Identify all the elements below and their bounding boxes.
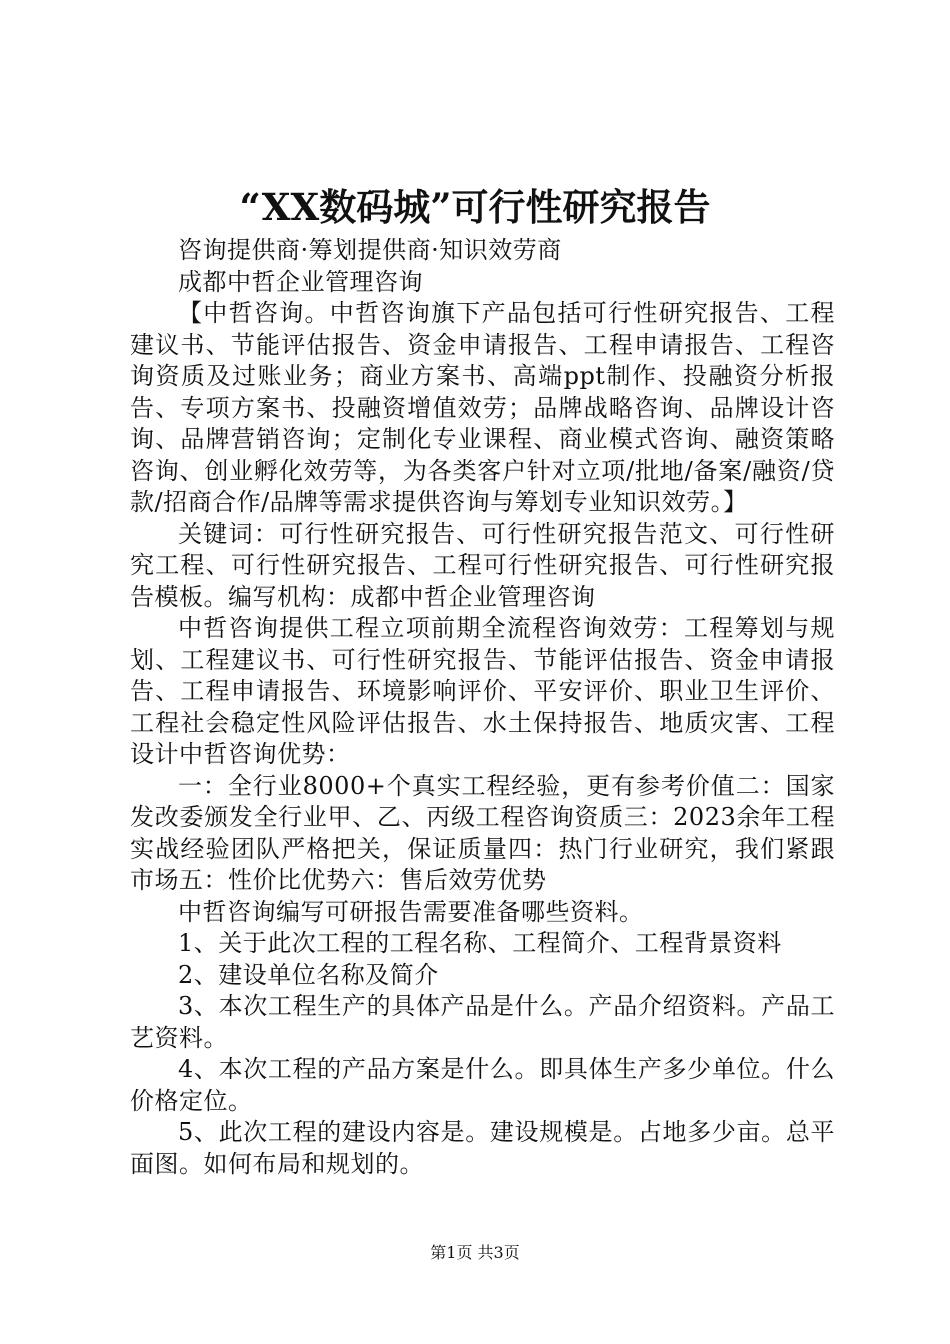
list-item: 5、此次工程的建设内容是。建设规模是。占地多少亩。总平面图。如何布局和规划的。 <box>130 1118 835 1178</box>
list-item: 1、关于此次工程的工程名称、工程简介、工程背景资料 <box>178 929 782 957</box>
document-title: “XX数码城”可行性研究报告 <box>239 185 711 229</box>
paragraph-intro: 【中哲咨询。中哲咨询旗下产品包括可行性研究报告、工程建议书、节能评估报告、资金申请报告、工程申请报告、工程咨询资质及过账业务；商业方案书、高端ppt制作、投融资分析报告、专项方案书、投融资增值效劳；品牌战略咨询、品牌设计咨询、品牌营销咨询；定制化专业课程、商业模式咨询、融资策略咨询、创业孵化效劳等，为各类客户针对立项/批地/备案/融资/贷款/招商合作/品牌等需求提供咨询与筹划专业知识效劳。】 <box>130 299 835 516</box>
document-body <box>130 235 835 1180</box>
list-item: 2、建设单位名称及简介 <box>178 960 439 989</box>
list-item: 3、本次工程生产的具体产品是什么。产品介绍资料。产品工艺资料。 <box>130 992 835 1052</box>
paragraph-materials-heading: 中哲咨询编写可研报告需要准备哪些资料。 <box>178 897 644 926</box>
paragraph-tagline: 咨询提供商·筹划提供商·知识效劳商 <box>178 236 562 264</box>
paragraph-advantages: 一：全行业8000+个真实工程经验，更有参考价值二：国家发改委颁发全行业甲、乙、丙级工程咨询资质三：2023余年工程实战经验团队严格把关，保证质量四：热门行业研究，我们紧跟市场五：性价比优势六：售后效劳优势 <box>130 771 835 894</box>
paragraph-keywords: 关键词：可行性研究报告、可行性研究报告范文、可行性研究工程、可行性研究报告、工程可行性研究报告、可行性研究报告模板。编写机构：成都中哲企业管理咨询 <box>130 519 835 611</box>
page-indicator: 第1页 共3页 <box>430 1243 520 1262</box>
paragraph-services: 中哲咨询提供工程立项前期全流程咨询效劳：工程筹划与规划、工程建议书、可行性研究报告、节能评估报告、资金申请报告、工程申请报告、环境影响评价、平安评价、职业卫生评价、工程社会稳定性风险评估报告、水土保持报告、地质灾害、工程设计中哲咨询优势： <box>130 614 835 768</box>
paragraph-company: 成都中哲企业管理咨询 <box>178 267 423 296</box>
list-item: 4、本次工程的产品方案是什么。即具体生产多少单位。什么价格定位。 <box>130 1055 835 1115</box>
